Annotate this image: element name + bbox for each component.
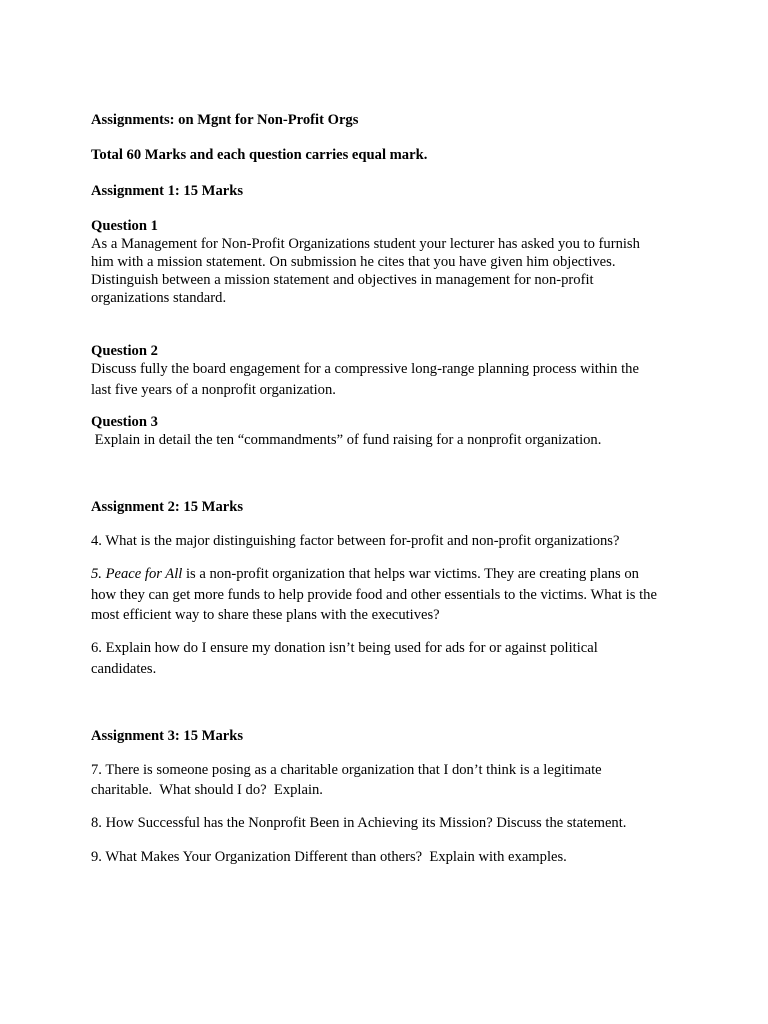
document-title: Assignments: on Mgnt for Non-Profit Orgs bbox=[91, 112, 359, 128]
question-5-text-line: how they can get more funds to help provide food and other essentials to the victims. What is the bbox=[91, 587, 657, 603]
question-1-text-line: him with a mission statement. On submission he cites that you have given him objectives. bbox=[91, 254, 616, 270]
question-5-text-rest: is a non-profit organization that helps war victims. They are creating plans on bbox=[182, 566, 639, 582]
question-6-text-line: candidates. bbox=[91, 661, 157, 677]
question-4-text-line: 4. What is the major distinguishing factor between for-profit and non-profit organizations? bbox=[91, 533, 620, 549]
question-1-heading: Question 1 bbox=[91, 218, 158, 234]
assignment-1-heading: Assignment 1: 15 Marks bbox=[91, 183, 244, 199]
question-5-org-name: 5. Peace for All bbox=[91, 566, 183, 582]
question-2-text-line: Discuss fully the board engagement for a compressive long-range planning process within the bbox=[91, 361, 639, 377]
assignment-3-heading: Assignment 3: 15 Marks bbox=[91, 728, 244, 744]
assignment-2-heading: Assignment 2: 15 Marks bbox=[91, 499, 244, 515]
question-9-text-line: 9. What Makes Your Organization Different than others? Explain with examples. bbox=[91, 849, 567, 865]
question-2-heading: Question 2 bbox=[91, 343, 158, 359]
total-marks-note: Total 60 Marks and each question carries equal mark. bbox=[91, 147, 428, 163]
question-5-first-line bbox=[91, 565, 691, 583]
question-7-text-line: 7. There is someone posing as a charitable organization that I don’t think is a legitimate bbox=[91, 762, 602, 778]
question-1-text-line: Distinguish between a mission statement and objectives in management for non-profit bbox=[91, 272, 594, 288]
question-5-text-line: most efficient way to share these plans with the executives? bbox=[91, 607, 440, 623]
question-1-text-line: organizations standard. bbox=[91, 290, 227, 306]
question-3-heading: Question 3 bbox=[91, 414, 158, 430]
question-7-text-line: charitable. What should I do? Explain. bbox=[91, 782, 323, 798]
question-3-text-line: Explain in detail the ten “commandments” of fund raising for a nonprofit organization. bbox=[91, 432, 602, 448]
question-6-text-line: 6. Explain how do I ensure my donation isn’t being used for ads for or against political bbox=[91, 640, 598, 656]
question-8-text-line: 8. How Successful has the Nonprofit Been in Achieving its Mission? Discuss the statement. bbox=[91, 815, 627, 831]
question-1-text-line: As a Management for Non-Profit Organizations student your lecturer has asked you to furnish bbox=[91, 236, 640, 252]
question-2-text-line: last five years of a nonprofit organization. bbox=[91, 382, 336, 398]
